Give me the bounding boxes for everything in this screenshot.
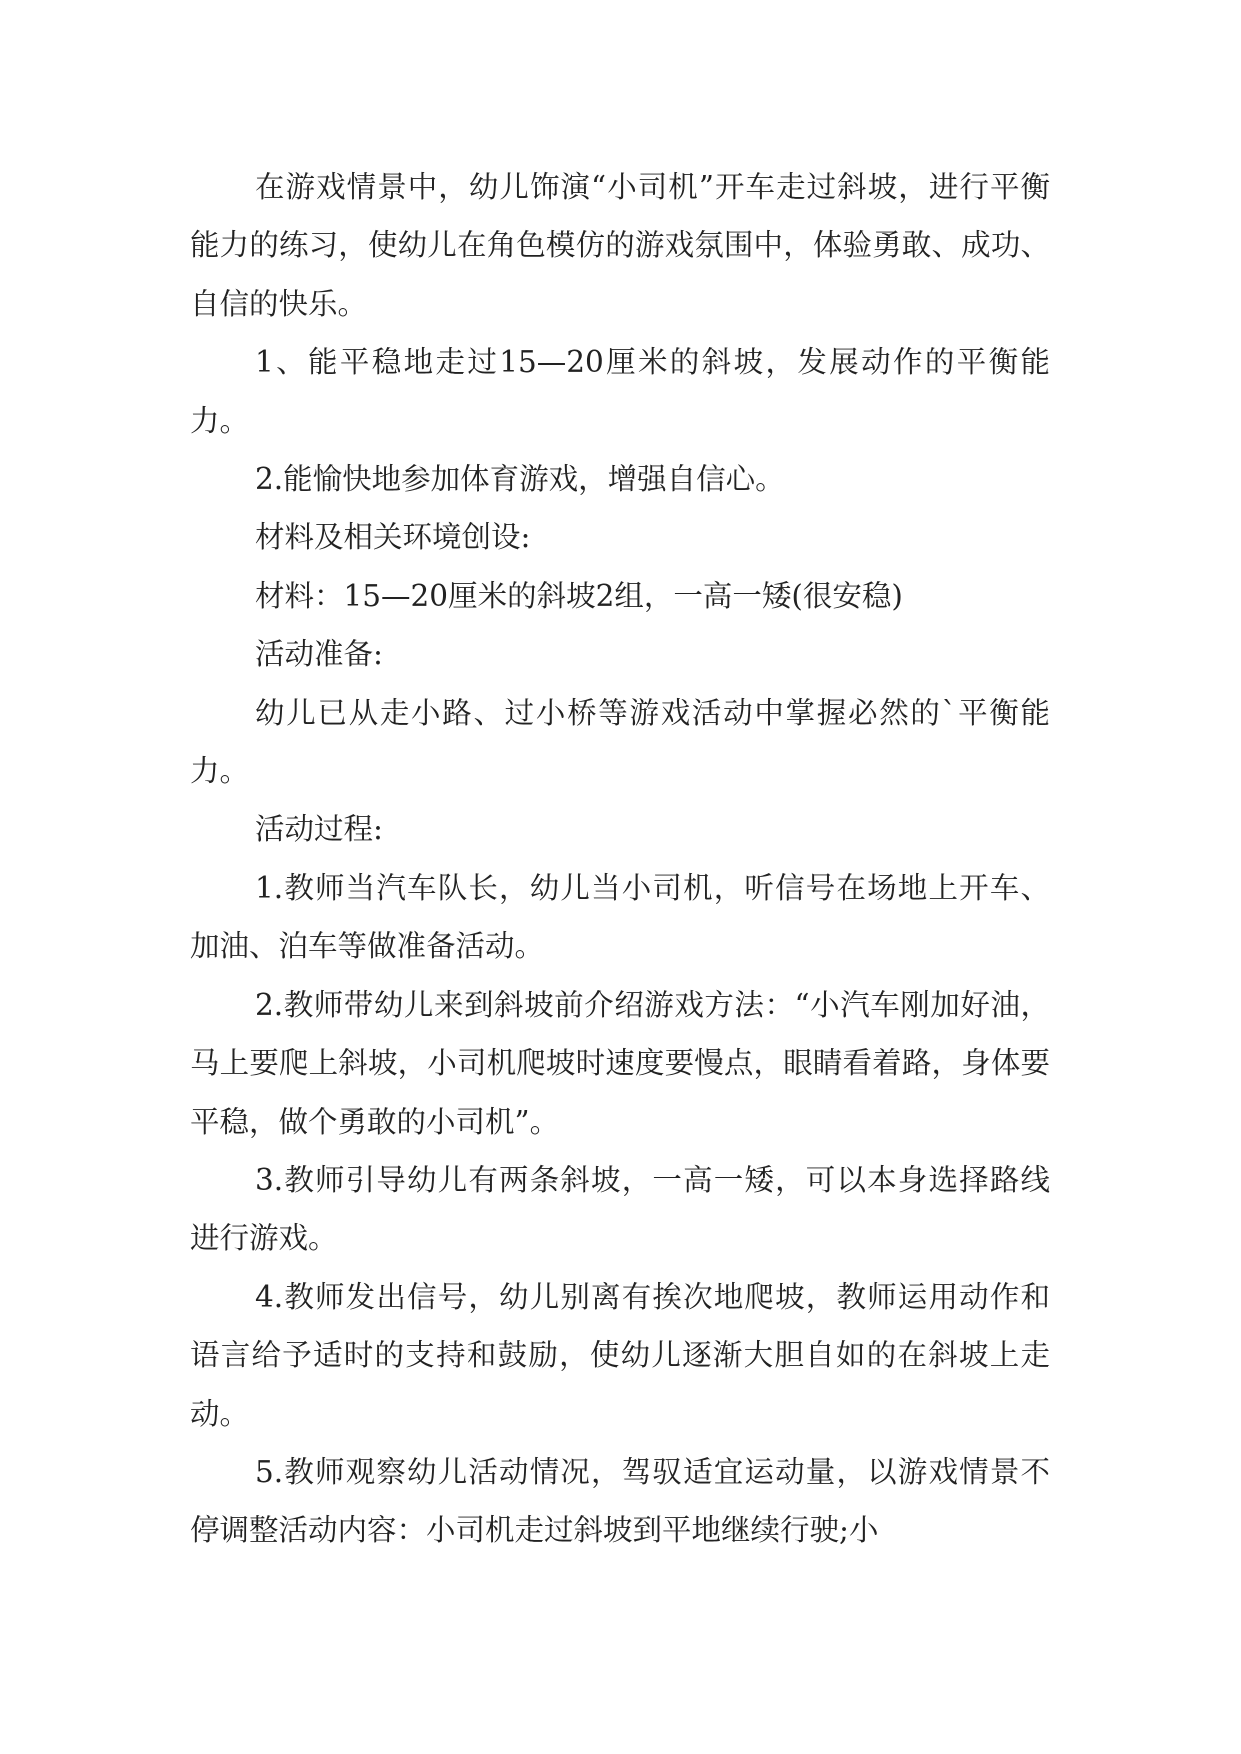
- paragraph-goal-2: 2.能愉快地参加体育游戏，增强自信心。: [255, 462, 785, 497]
- paragraph-step-5: 5.教师观察幼儿活动情况，驾驭适宜运动量，以游戏情景不停调整活动内容：小司机走过斜坡到平地继续行驶;小: [190, 1454, 1050, 1548]
- paragraph-step-4: 4.教师发出信号，幼儿别离有挨次地爬坡，教师运用动作和语言给予适时的支持和鼓励，使幼儿逐渐大胆自如的在斜坡上走动。: [190, 1279, 1050, 1431]
- paragraph-intro: 在游戏情景中，幼儿饰演“小司机”开车走过斜坡，进行平衡能力的练习，使幼儿在角色模仿的游戏氛围中，体验勇敢、成功、自信的快乐。: [190, 170, 1050, 321]
- paragraph-step-1: 1.教师当汽车队长，幼儿当小司机，听信号在场地上开车、加油、泊车等做准备活动。: [190, 870, 1050, 964]
- heading-materials-environment: 材料及相关环境创设:: [255, 520, 531, 555]
- paragraph-step-3: 3.教师引导幼儿有两条斜坡，一高一矮，可以本身选择路线进行游戏。: [190, 1162, 1050, 1256]
- paragraph-step-2: 2.教师带幼儿来到斜坡前介绍游戏方法：“小汽车刚加好油，马上要爬上斜坡，小司机爬坡时速度要慢点，眼睛看着路，身体要平稳，做个勇敢的小司机”。: [190, 987, 1050, 1139]
- document-body: [190, 158, 1050, 1560]
- heading-preparation: 活动准备:: [255, 637, 383, 672]
- paragraph-materials: 材料：15—20厘米的斜坡2组，一高一矮(很安稳): [255, 578, 903, 613]
- heading-process: 活动过程:: [255, 812, 383, 847]
- paragraph-goal-1: 1、能平稳地走过15—20厘米的斜坡，发展动作的平衡能力。: [190, 345, 1050, 438]
- paragraph-preparation: 幼儿已从走小路、过小桥等游戏活动中掌握必然的`平衡能力。: [190, 695, 1050, 789]
